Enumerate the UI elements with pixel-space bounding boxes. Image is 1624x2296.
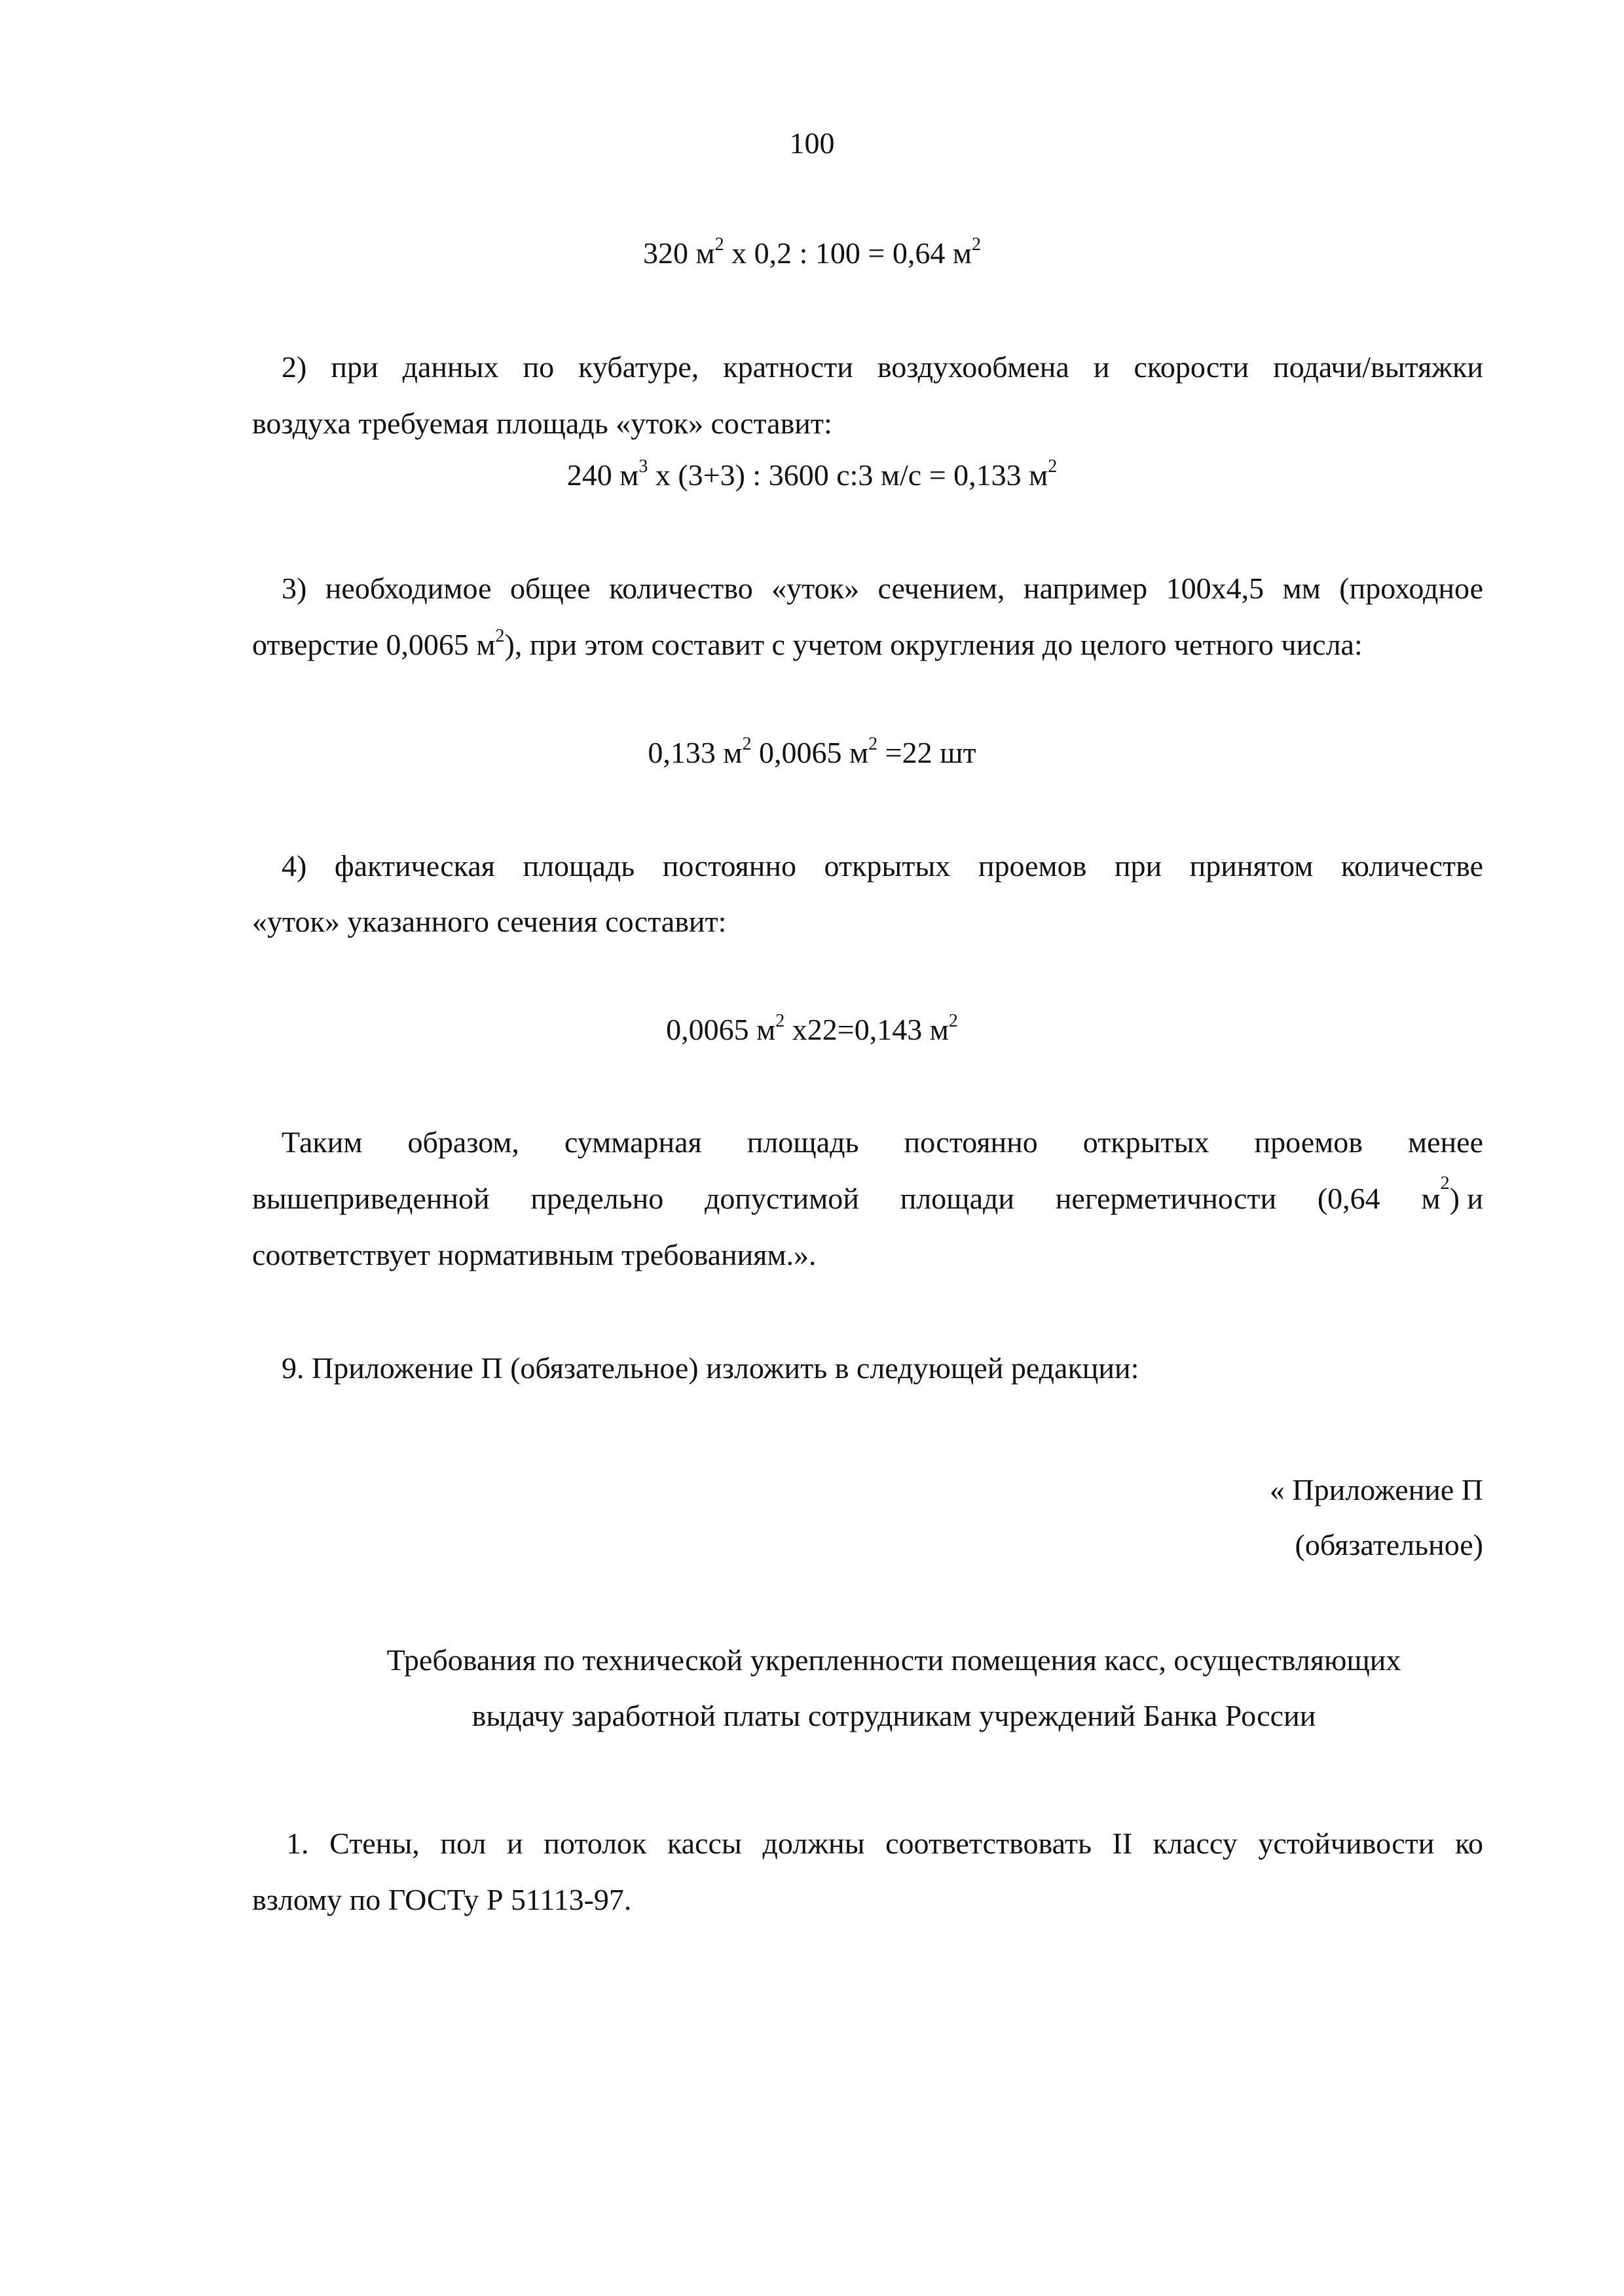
- heading-line-2: выдачу заработной платы сотрудникам учреждений Банка России: [471, 1699, 1316, 1732]
- paragraph-2-line-2: воздуха требуемая площадь «уток» составит:: [252, 407, 832, 440]
- superscript: 2: [775, 1011, 785, 1031]
- paragraph-4-line-1: 4) фактическая площадь постоянно открытых проемов при принятом количестве: [282, 849, 1483, 883]
- superscript: 2: [948, 1011, 958, 1031]
- paragraph-9: 9. Приложение П (обязательное) изложить в следующей редакции:: [282, 1351, 1139, 1385]
- formula-part: х 0,2 : 100 = 0,64 м: [724, 236, 972, 270]
- formula-count: [0, 734, 1624, 769]
- formula-actual-area: [0, 1011, 1624, 1046]
- text-part: ), при этом составит с учетом округления до целого четного числа:: [504, 628, 1363, 661]
- superscript: 3: [638, 456, 648, 477]
- paragraph-5-line-1: Таким образом, суммарная площадь постоянно открытых проемов менее: [282, 1125, 1483, 1159]
- formula-part: 0,133 м: [648, 736, 743, 769]
- appendix-title: « Приложение П: [1269, 1473, 1483, 1506]
- superscript: 2: [971, 234, 981, 255]
- paragraph-5-line-2: вышеприведенной предельно допустимой площади негерметичности (0,64 м 2 ) и: [252, 1173, 1483, 1215]
- superscript: 2: [495, 626, 505, 646]
- formula-part: х22=0,143 м: [784, 1013, 949, 1046]
- text-part: вышеприведенной предельно допустимой площади негерметичности (0,64 м: [252, 1182, 1441, 1215]
- formula-part: х (3+3) : 3600 с:3 м/с = 0,133 м: [648, 458, 1048, 492]
- page-number: 100: [789, 126, 835, 160]
- paragraph-1-line-1: 1. Стены, пол и потолок кассы должны соответствовать II классу устойчивости ко: [286, 1827, 1483, 1860]
- superscript: 2: [742, 734, 752, 754]
- paragraph-4-line-2: «уток» указанного сечения составит:: [252, 905, 727, 938]
- text-part: отверстие 0,0065 м: [252, 628, 496, 661]
- paragraph-3-line-2: [252, 626, 1363, 661]
- paragraph-5-line-3: соответствует нормативным требованиям.».: [252, 1238, 817, 1271]
- superscript: 2: [868, 734, 878, 754]
- paragraph-1-line-2: взлому по ГОСТу Р 51113-97.: [252, 1883, 632, 1916]
- paragraph-3-line-1: 3) необходимое общее количество «уток» сечением, например 100х4,5 мм (проходное: [282, 572, 1483, 605]
- text-part: ) и: [1449, 1182, 1483, 1215]
- superscript: 2: [1048, 456, 1058, 477]
- appendix-subtitle: (обязательное): [1295, 1528, 1483, 1561]
- formula-part: 320 м: [643, 236, 715, 270]
- paragraph-2-line-1: 2) при данных по кубатуре, кратности воздухообмена и скорости подачи/вытяжки: [282, 350, 1483, 384]
- superscript: 2: [714, 234, 724, 255]
- formula-vent-area: [0, 456, 1624, 492]
- heading-line-1: Требования по технической укрепленности помещения касс, осуществляющих: [386, 1643, 1401, 1677]
- formula-area-limit: [0, 234, 1624, 270]
- formula-part: =22 шт: [877, 736, 976, 769]
- formula-part: 0,0065 м: [666, 1013, 776, 1046]
- formula-part: 240 м: [566, 458, 639, 492]
- formula-part: 0,0065 м: [751, 736, 869, 769]
